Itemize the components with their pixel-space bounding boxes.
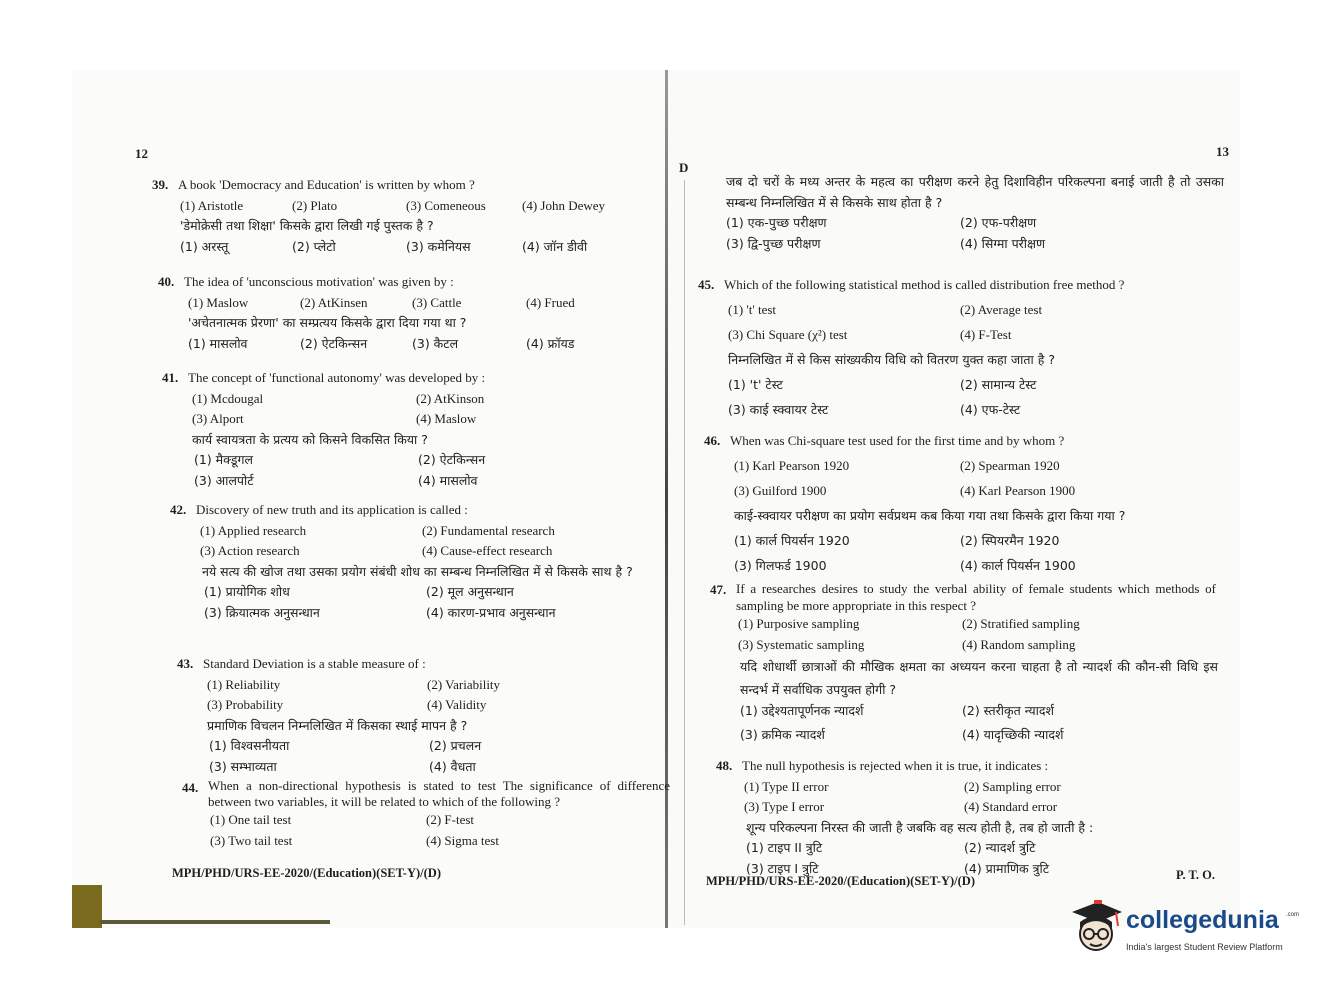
hindi-option-1: (1) अरस्तू xyxy=(180,238,229,254)
option-2: (2) F-test xyxy=(426,812,475,827)
option-3: (3) Guilford 1900 xyxy=(734,483,827,498)
question-hindi: काई-स्क्वायर परीक्षण का प्रयोग सर्वप्रथम कब किया गया तथा किसके द्वारा किया गया ? xyxy=(734,508,1126,523)
hindi-option-2: (2) ऐटकिन्सन xyxy=(300,335,368,351)
hindi-option-4: (4) प्रामाणिक त्रुटि xyxy=(964,860,1050,876)
option-4: (4) Sigma test xyxy=(426,832,499,848)
option-4: (4) Validity xyxy=(427,697,487,712)
question-number: 45. xyxy=(698,277,715,292)
hindi-option-2: (2) प्लेटो xyxy=(292,238,336,254)
option-4: (4) John Dewey xyxy=(522,197,606,213)
option-3: (3) Alport xyxy=(192,411,244,426)
question-44 xyxy=(182,778,674,851)
hindi-option-1: (1) प्रायोगिक शोध xyxy=(204,584,290,599)
continuation-hindi: जब दो चरों के मध्य अन्तर के महत्व का परीक्षण करने हेतु दिशाविहीन परिकल्पना बनाई जाती है तो उसका सम्बन्ध निम्नलिखित में से किसके साथ होता है ? xyxy=(726,174,1224,210)
option-2: (2) Sampling error xyxy=(964,778,1061,794)
set-label: D xyxy=(679,160,689,175)
option-1: (1) Reliability xyxy=(207,676,281,692)
option-4: (4) Karl Pearson 1900 xyxy=(960,483,1076,498)
question-48 xyxy=(716,756,1216,879)
question-hindi: नये सत्य की खोज तथा उसका प्रयोग संबंधी शोध का सम्बन्ध निम्नलिखित में से किसके साथ है ? xyxy=(202,563,633,579)
option-1: (1) Aristotle xyxy=(180,197,244,213)
question-44-hindi-continuation xyxy=(726,172,1224,254)
option-3: (3) Comeneous xyxy=(406,197,486,213)
option-1: (1) One tail test xyxy=(210,812,292,827)
page-fold-line xyxy=(684,180,685,925)
option-4: (4) F-Test xyxy=(960,327,1012,342)
question-number: 46. xyxy=(704,433,721,448)
hindi-option-4: (4) एफ-टेस्ट xyxy=(960,402,1021,417)
hindi-option-3: (3) द्वि-पुच्छ परीक्षण xyxy=(726,235,821,251)
question-text: The null hypothesis is rejected when it is true, it indicates : xyxy=(742,758,1049,773)
question-hindi: शून्य परिकल्पना निरस्त की जाती है जबकि वह सत्य होती है, तब हो जाती है : xyxy=(746,819,1094,835)
hindi-option-2: (2) न्यादर्श त्रुटि xyxy=(964,840,1036,855)
left-page-number: 12 xyxy=(135,146,148,161)
hindi-option-1: (1) विश्वसनीयता xyxy=(209,738,290,753)
option-4: (4) Standard error xyxy=(964,799,1058,814)
option-3: (3) Chi Square (χ²) test xyxy=(728,327,848,342)
collegedunia-watermark xyxy=(1068,898,1298,962)
question-hindi: यदि शोधार्थी छात्राओं की मौखिक क्षमता का अध्ययन करना चाहता है तो न्यादर्श की कौन-सी विधि इस सन्दर्भ में सर्वाधिक उपयुक्त होगी ? xyxy=(740,659,1218,697)
question-text: Which of the following statistical method is called distribution free method ? xyxy=(724,277,1125,292)
question-number: 48. xyxy=(716,758,733,773)
hindi-option-3: (3) सम्भाव्यता xyxy=(209,758,277,774)
question-number: 40. xyxy=(158,274,175,289)
option-4: (4) Random sampling xyxy=(962,636,1076,652)
hindi-option-4: (4) यादृच्छिकी न्यादर्श xyxy=(962,727,1064,742)
question-number: 42. xyxy=(170,502,187,517)
pto-label: P. T. O. xyxy=(1176,868,1216,882)
hindi-option-3: (3) क्रमिक न्यादर्श xyxy=(740,727,825,742)
option-3: (3) Systematic sampling xyxy=(738,636,865,652)
option-2: (2) Average test xyxy=(960,302,1043,317)
question-39 xyxy=(152,175,622,257)
brand-tagline: India's largest Student Review Platform xyxy=(1126,942,1283,952)
hindi-option-4: (4) मासलोव xyxy=(418,472,478,488)
scan-edge-artifact xyxy=(72,885,102,928)
mascot-icon xyxy=(1068,898,1124,960)
option-3: (3) Action research xyxy=(200,543,300,558)
option-2: (2) Variability xyxy=(427,676,501,692)
hindi-option-4: (4) कार्ल पियर्सन 1900 xyxy=(960,558,1076,573)
hindi-option-4: (4) वैधता xyxy=(429,758,476,774)
hindi-option-4: (4) सिग्मा परीक्षण xyxy=(960,235,1046,251)
hindi-option-2: (2) सामान्य टेस्ट xyxy=(960,377,1037,392)
hindi-option-3: (3) कमेनियस xyxy=(406,238,471,254)
question-46 xyxy=(704,428,1214,578)
option-2: (2) Stratified sampling xyxy=(962,616,1080,631)
question-text: Standard Deviation is a stable measure of : xyxy=(203,656,426,671)
question-text: Discovery of new truth and its application is called : xyxy=(196,502,468,517)
option-4: (4) Maslow xyxy=(416,411,477,426)
question-hindi: 'डेमोक्रेसी तथा शिक्षा' किसके द्वारा लिखी गई पुस्तक है ? xyxy=(180,218,434,233)
hindi-option-1: (1) मैक्डूगल xyxy=(194,452,253,467)
question-41 xyxy=(162,368,632,491)
option-1: (1) Maslow xyxy=(188,294,249,310)
option-3: (3) Cattle xyxy=(412,294,462,310)
question-number: 47. xyxy=(710,582,727,597)
hindi-option-1: (1) टाइप II त्रुटि xyxy=(746,840,823,855)
brand-suffix: .com xyxy=(1286,912,1300,918)
hindi-option-1: (1) 't' टेस्ट xyxy=(728,377,783,392)
question-number: 44. xyxy=(182,780,199,795)
question-number: 41. xyxy=(162,370,179,385)
hindi-option-1: (1) मासलोव xyxy=(188,335,248,351)
hindi-option-3: (3) क्रियात्मक अनुसन्धान xyxy=(204,604,320,620)
question-number: 43. xyxy=(177,656,194,671)
option-3: (3) Type I error xyxy=(744,799,825,814)
question-47 xyxy=(710,580,1218,749)
right-page-footer: MPH/PHD/URS-EE-2020/(Education)(SET-Y)/(D) xyxy=(706,874,975,888)
scan-edge-line xyxy=(100,920,330,924)
hindi-option-2: (2) स्तरीकृत न्यादर्श xyxy=(962,703,1055,718)
right-page-number: 13 xyxy=(1216,144,1229,159)
question-hindi: 'अचेतनात्मक प्रेरणा' का सम्प्रत्यय किसके द्वारा दिया गया था ? xyxy=(188,315,467,330)
hindi-option-4: (4) कारण-प्रभाव अनुसन्धान xyxy=(426,604,556,620)
hindi-option-2: (2) स्पियरमैन 1920 xyxy=(960,533,1060,548)
option-4: (4) Cause-effect research xyxy=(422,543,553,558)
left-page-footer: MPH/PHD/URS-EE-2020/(Education)(SET-Y)/(D) xyxy=(172,866,441,880)
option-3: (3) Probability xyxy=(207,697,284,712)
option-1: (1) Karl Pearson 1920 xyxy=(734,458,850,473)
question-number: 39. xyxy=(152,177,169,192)
hindi-option-4: (4) फ्रॉयड xyxy=(526,335,575,351)
question-text: The idea of 'unconscious motivation' was given by : xyxy=(184,274,454,289)
option-1: (1) Purposive sampling xyxy=(738,616,860,631)
option-1: (1) Mcdougal xyxy=(192,390,264,406)
option-1: (1) Type II error xyxy=(744,778,829,794)
hindi-option-3: (3) आलपोर्ट xyxy=(194,472,254,488)
question-hindi: प्रमाणिक विचलन निम्नलिखित में किसका स्थाई मापन है ? xyxy=(207,717,468,733)
question-text: When was Chi-square test used for the first time and by whom ? xyxy=(730,433,1065,448)
question-43 xyxy=(177,654,647,777)
hindi-option-1: (1) उद्देश्यतापूर्णनक न्यादर्श xyxy=(740,703,864,718)
question-42 xyxy=(170,500,674,623)
question-text: When a non-directional hypothesis is stated to test The significance of difference between two variables, it will be related to which of the following ? xyxy=(208,778,670,809)
option-2: (2) AtKinson xyxy=(416,390,485,406)
option-1: (1) 't' test xyxy=(728,302,777,317)
question-40 xyxy=(158,272,628,354)
option-2: (2) Plato xyxy=(292,197,338,213)
hindi-option-3: (3) गिलफर्ड 1900 xyxy=(734,558,827,573)
option-2: (2) Spearman 1920 xyxy=(960,458,1060,473)
hindi-option-3: (3) कैटल xyxy=(412,335,459,351)
option-2: (2) AtKinsen xyxy=(300,294,368,310)
question-text: If a researches desires to study the verbal ability of female students which methods of sampling be more appropriate in this respect ? xyxy=(736,581,1216,613)
hindi-option-2: (2) ऐटकिन्सन xyxy=(418,452,486,467)
hindi-option-3: (3) टाइप I त्रुटि xyxy=(746,860,819,876)
option-4: (4) Frued xyxy=(526,294,575,310)
brand-name: collegedunia xyxy=(1126,906,1279,934)
hindi-option-4: (4) जॉन डीवी xyxy=(522,238,588,254)
hindi-option-3: (3) काई स्क्वायर टेस्ट xyxy=(728,402,829,417)
option-1: (1) Applied research xyxy=(200,522,307,538)
question-hindi: कार्य स्वायत्रता के प्रत्यय को किसने विकसित किया ? xyxy=(192,431,428,447)
hindi-option-2: (2) मूल अनुसन्धान xyxy=(426,584,514,599)
question-45 xyxy=(698,272,1218,422)
hindi-option-1: (1) कार्ल पियर्सन 1920 xyxy=(734,533,850,548)
option-2: (2) Fundamental research xyxy=(422,522,555,538)
question-text: A book 'Democracy and Education' is written by whom ? xyxy=(178,177,475,192)
hindi-option-2: (2) प्रचलन xyxy=(429,738,482,753)
question-hindi: निम्नलिखित में से किस सांख्यकीय विधि को वितरण युक्त कहा जाता है ? xyxy=(728,352,1055,367)
hindi-option-1: (1) एक-पुच्छ परीक्षण xyxy=(726,215,827,230)
option-3: (3) Two tail test xyxy=(210,832,293,848)
question-text: The concept of 'functional autonomy' was developed by : xyxy=(188,370,486,385)
hindi-option-2: (2) एफ-परीक्षण xyxy=(960,215,1037,230)
